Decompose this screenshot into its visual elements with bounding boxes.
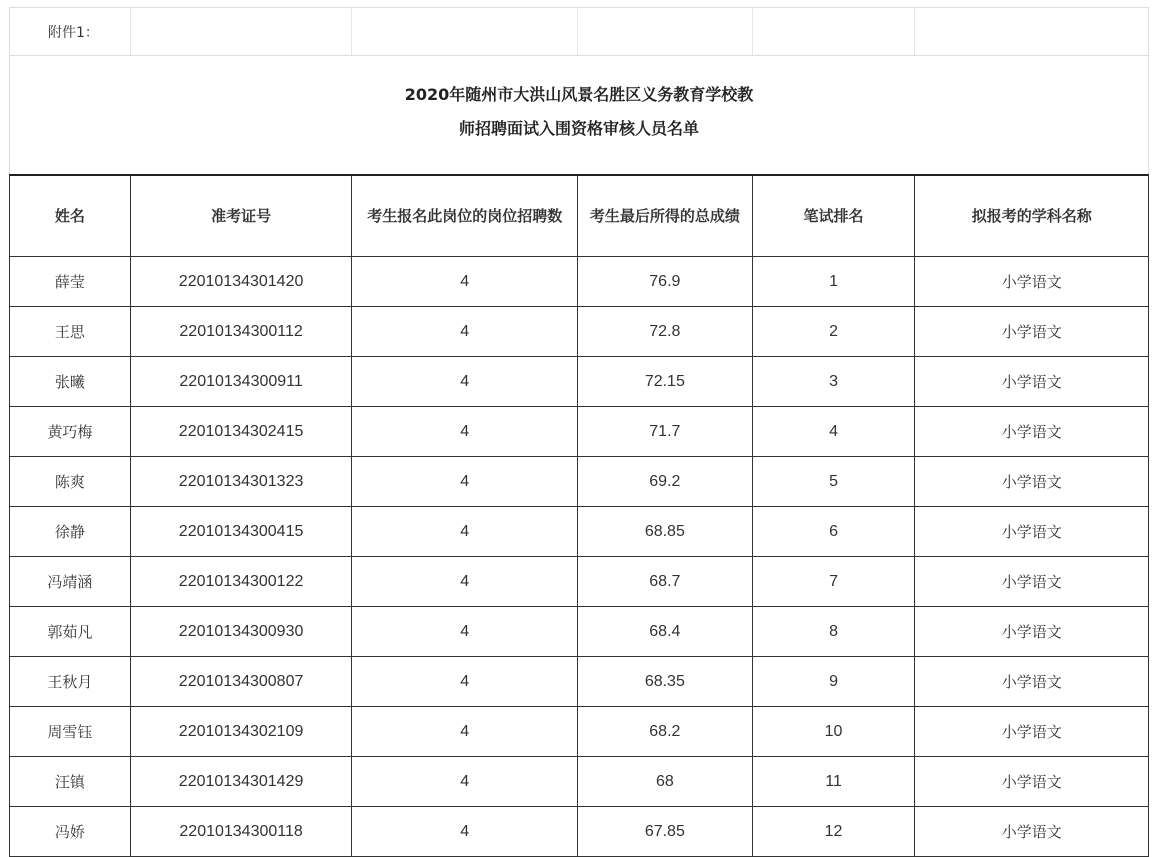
empty-cell bbox=[577, 8, 752, 55]
document-body bbox=[9, 7, 1149, 857]
header-subject-text: 拟报考的学科名称 bbox=[971, 207, 1092, 225]
header-score bbox=[577, 176, 752, 256]
cell-positions: 4 bbox=[351, 557, 577, 606]
cell-ticket: 22010134301420 bbox=[130, 257, 352, 306]
title-line-2: 师招聘面试入围资格审核人员名单 bbox=[458, 119, 699, 138]
cell-score: 67.85 bbox=[577, 807, 752, 856]
cell-name: 陈爽 bbox=[54, 473, 85, 491]
cell-ticket: 22010134302109 bbox=[130, 707, 352, 756]
cell-ticket: 22010134302415 bbox=[130, 407, 352, 456]
table-row bbox=[10, 506, 1148, 556]
cell-name: 冯娇 bbox=[54, 823, 85, 841]
header-score-text: 考生最后所得的总成绩 bbox=[589, 207, 740, 225]
header-positions-text: 考生报名此岗位的岗位招聘数 bbox=[367, 207, 563, 225]
cell-score: 72.8 bbox=[577, 307, 752, 356]
cell-score: 68.2 bbox=[577, 707, 752, 756]
table-row bbox=[10, 406, 1148, 456]
cell-ticket: 22010134300911 bbox=[130, 357, 352, 406]
cell-subject: 小学语文 bbox=[914, 457, 1148, 506]
cell-score: 72.15 bbox=[577, 357, 752, 406]
cell-subject: 小学语文 bbox=[914, 557, 1148, 606]
empty-cell bbox=[752, 8, 915, 55]
cell-rank: 7 bbox=[752, 557, 915, 606]
cell-subject: 小学语文 bbox=[914, 607, 1148, 656]
cell-subject: 小学语文 bbox=[914, 257, 1148, 306]
table-row bbox=[10, 606, 1148, 656]
cell-positions: 4 bbox=[351, 307, 577, 356]
cell-subject: 小学语文 bbox=[914, 757, 1148, 806]
cell-name: 汪镇 bbox=[54, 773, 85, 791]
cell-name: 薛莹 bbox=[54, 273, 85, 291]
candidate-table bbox=[9, 174, 1149, 857]
cell-name: 黄巧梅 bbox=[47, 423, 93, 441]
table-row bbox=[10, 756, 1148, 806]
cell-subject: 小学语文 bbox=[914, 657, 1148, 706]
cell-rank: 1 bbox=[752, 257, 915, 306]
cell-positions: 4 bbox=[351, 357, 577, 406]
cell-score: 68.35 bbox=[577, 657, 752, 706]
cell-name: 徐静 bbox=[54, 523, 85, 541]
table-row bbox=[10, 306, 1148, 356]
cell-subject: 小学语文 bbox=[914, 407, 1148, 456]
table-row bbox=[10, 456, 1148, 506]
cell-subject: 小学语文 bbox=[914, 807, 1148, 856]
cell-score: 68.7 bbox=[577, 557, 752, 606]
empty-cell bbox=[130, 8, 352, 55]
empty-cell bbox=[914, 8, 1148, 55]
table-row bbox=[10, 256, 1148, 306]
cell-positions: 4 bbox=[351, 807, 577, 856]
table-row bbox=[10, 706, 1148, 756]
table-row bbox=[10, 356, 1148, 406]
cell-positions: 4 bbox=[351, 507, 577, 556]
cell-subject: 小学语文 bbox=[914, 507, 1148, 556]
cell-subject: 小学语文 bbox=[914, 707, 1148, 756]
table-body bbox=[10, 256, 1148, 856]
table-row bbox=[10, 656, 1148, 706]
header-ticket-text: 准考证号 bbox=[211, 207, 272, 225]
cell-score: 76.9 bbox=[577, 257, 752, 306]
header-name-text: 姓名 bbox=[54, 207, 85, 225]
cell-score: 68 bbox=[577, 757, 752, 806]
cell-ticket: 22010134300807 bbox=[130, 657, 352, 706]
header-rank-text: 笔试排名 bbox=[803, 207, 864, 225]
header-rank bbox=[752, 176, 915, 256]
cell-rank: 12 bbox=[752, 807, 915, 856]
header-subject bbox=[914, 176, 1148, 256]
cell-positions: 4 bbox=[351, 457, 577, 506]
cell-rank: 5 bbox=[752, 457, 915, 506]
cell-name: 王思 bbox=[54, 323, 85, 341]
cell-ticket: 22010134301429 bbox=[130, 757, 352, 806]
cell-positions: 4 bbox=[351, 607, 577, 656]
table-row bbox=[10, 556, 1148, 606]
cell-score: 68.4 bbox=[577, 607, 752, 656]
table-header bbox=[10, 176, 1148, 256]
cell-rank: 8 bbox=[752, 607, 915, 656]
cell-name: 周雪钰 bbox=[47, 723, 93, 741]
attachment-label: 附件1： bbox=[48, 24, 99, 41]
cell-score: 68.85 bbox=[577, 507, 752, 556]
cell-ticket: 22010134300112 bbox=[130, 307, 352, 356]
cell-name: 王秋月 bbox=[47, 673, 93, 691]
attachment-row bbox=[9, 7, 1149, 56]
cell-ticket: 22010134300118 bbox=[130, 807, 352, 856]
cell-name: 张曦 bbox=[54, 373, 85, 391]
cell-rank: 6 bbox=[752, 507, 915, 556]
cell-rank: 4 bbox=[752, 407, 915, 456]
header-ticket bbox=[130, 176, 352, 256]
cell-ticket: 22010134300415 bbox=[130, 507, 352, 556]
cell-ticket: 22010134300122 bbox=[130, 557, 352, 606]
empty-cell bbox=[351, 8, 577, 55]
cell-rank: 3 bbox=[752, 357, 915, 406]
cell-positions: 4 bbox=[351, 707, 577, 756]
cell-rank: 11 bbox=[752, 757, 915, 806]
cell-positions: 4 bbox=[351, 757, 577, 806]
table-row bbox=[10, 806, 1148, 856]
cell-positions: 4 bbox=[351, 257, 577, 306]
title-line-1: 2020年随州市大洪山风景名胜区义务教育学校教 bbox=[404, 85, 754, 104]
cell-rank: 9 bbox=[752, 657, 915, 706]
cell-score: 69.2 bbox=[577, 457, 752, 506]
header-positions bbox=[351, 176, 577, 256]
document-title bbox=[9, 56, 1149, 174]
cell-rank: 10 bbox=[752, 707, 915, 756]
cell-rank: 2 bbox=[752, 307, 915, 356]
cell-positions: 4 bbox=[351, 657, 577, 706]
cell-ticket: 22010134301323 bbox=[130, 457, 352, 506]
header-name bbox=[10, 176, 130, 256]
cell-subject: 小学语文 bbox=[914, 307, 1148, 356]
cell-subject: 小学语文 bbox=[914, 357, 1148, 406]
cell-name: 郭茹凡 bbox=[47, 623, 93, 641]
cell-ticket: 22010134300930 bbox=[130, 607, 352, 656]
cell-positions: 4 bbox=[351, 407, 577, 456]
cell-score: 71.7 bbox=[577, 407, 752, 456]
cell-name: 冯靖涵 bbox=[47, 573, 93, 591]
